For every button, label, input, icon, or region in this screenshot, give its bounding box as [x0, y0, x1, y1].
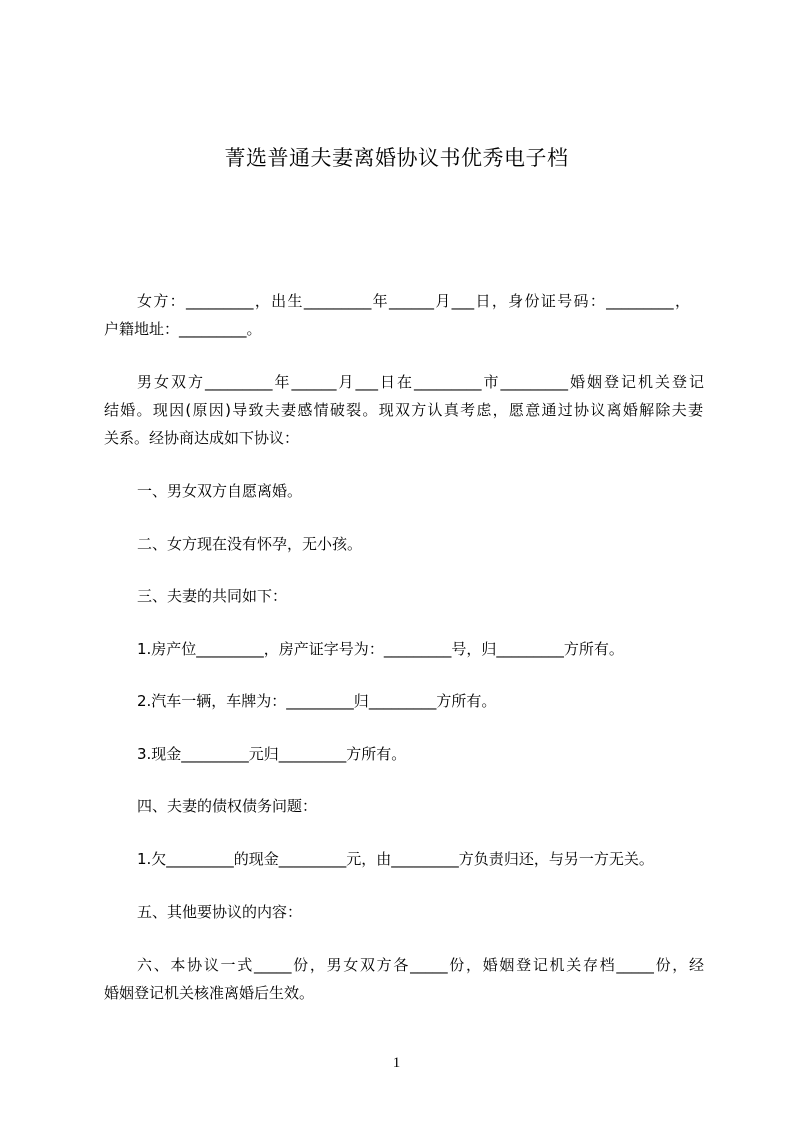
party-female-line-2: 户籍地址：_________。	[104, 320, 262, 338]
marriage-line-2: 结婚。现因(原因)导致夫妻感情破裂。现双方认真考虑，愿意通过协议离婚解除夫妻	[104, 401, 703, 419]
page-number: 1	[392, 1055, 401, 1071]
clause-4: 四、夫妻的债权债务问题：	[137, 797, 318, 815]
clause-3-item-1: 1.房产位_________，房产证字号为：_________号，归_________方所有。	[137, 640, 624, 658]
clause-1: 一、男女双方自愿离婚。	[137, 482, 303, 500]
clause-4-item-1: 1.欠_________的现金_________元，由_________方负责归还，与另一方无关。	[137, 850, 654, 868]
marriage-line-1: 男女双方_________年______月___日在_________市_________婚姻登记机关登记	[137, 373, 704, 391]
clause-2: 二、女方现在没有怀孕，无小孩。	[137, 535, 363, 553]
party-female-line-1: 女方：_________，出生_________年______月___日，身份证号码：_________，	[137, 292, 690, 310]
clause-5: 五、其他要协议的内容：	[137, 903, 303, 921]
document-title: 菁选普通夫妻离婚协议书优秀电子档	[224, 146, 569, 170]
clause-6-line-2: 婚姻登记机关核准离婚后生效。	[104, 984, 315, 1002]
clause-3: 三、夫妻的共同如下：	[137, 587, 288, 605]
clause-3-item-3: 3.现金_________元归_________方所有。	[137, 745, 407, 763]
clause-3-item-2: 2.汽车一辆，车牌为：_________归_________方所有。	[137, 692, 497, 710]
clause-6-line-1: 六、本协议一式_____份，男女双方各_____份，婚姻登记机关存档_____份，经	[137, 956, 704, 974]
marriage-line-3: 关系。经协商达成如下协议：	[104, 429, 300, 447]
